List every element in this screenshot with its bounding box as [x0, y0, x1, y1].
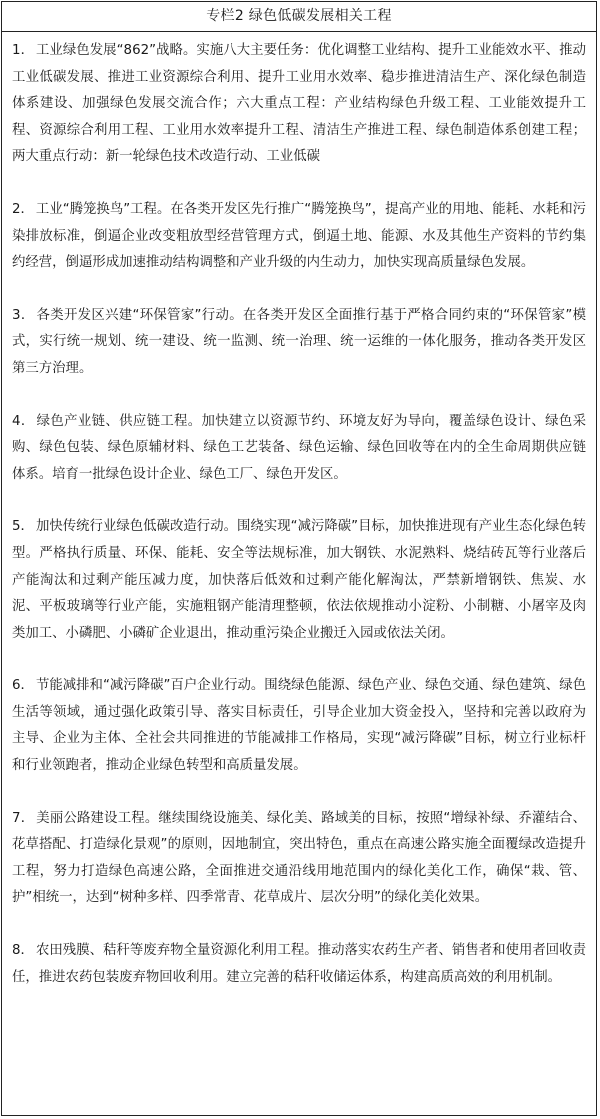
list-item-1 [12, 38, 586, 171]
item-text: 加快传统行业绿色低碳改造行动。围绕实现“减污降碳”目标，加快推进现有产业生态化绿色转型。严格执行质量、环保、能耗、安全等法规标准，加大钢铁、水泥熟料、烧结砖瓦等行业落后产能淘汰和过剩产能压减力度，加快落后低效和过剩产能化解淘汰，严禁新增钢铁、焦炭、水泥、平板玻璃等行业产能，实施粗钢产能清理整顿，依法依规推动小淀粉、小制糖、小屠宰及肉类加工、小磷肥、小磷矿企业退出，推动重污染企业搬迁入园或依法关闭。 [12, 519, 586, 641]
item-number: 1． [12, 43, 34, 58]
item-number: 4． [12, 413, 35, 429]
list-item-4 [12, 409, 586, 489]
item-text: 工业“腾笼换鸟”工程。在各类开发区先行推广“腾笼换鸟”，提高产业的用地、能耗、水耗和污染排放标准，倒逼企业改变粗放型经营管理方式，倒逼土地、能源、水及其他生产资料的节约集约经营，倒逼形成加速推动结构调整和产业升级的内生动力，加快实现高质量绿色发展。 [12, 201, 586, 271]
item-number: 3． [12, 307, 35, 323]
item-number: 7． [12, 810, 35, 826]
item-number: 5． [12, 519, 34, 535]
item-text: 农田残膜、秸秆等废弃物全量资源化利用工程。推动落实农药生产者、销售者和使用者回收责任，推进农药包装废弃物回收利用。建立完善的秸秆收储运体系，构建高质高效的利用机制。 [12, 943, 586, 985]
list-item-6 [12, 673, 586, 779]
item-text: 美丽公路建设工程。继续围绕设施美、绿化美、路域美的目标，按照“增绿补绿、乔灌结合、花草搭配、打造绿化景观”的原则，因地制宜，突出特色，重点在高速公路实施全面覆绿改造提升工程，努力打造绿色高速公路，全面推进交通沿线用地范围内的绿化美化工作，确保“栽、管、护”相统一，达到“树种多样、四季常青、花草成片、层次分明”的绿化美化效果。 [12, 810, 586, 906]
item-number: 6． [12, 678, 34, 694]
item-text: 各类开发区兴建“环保管家”行动。在各类开发区全面推行基于严格合同约束的“环保管家”模式，实行统一规划、统一建设、统一监测、统一治理、统一运维的一体化服务，推动各类开发区第三方治理。 [12, 307, 586, 376]
panel-content [2, 32, 596, 991]
item-number: 2． [12, 201, 34, 217]
special-column-box [1, 1, 597, 1116]
item-text: 工业绿色发展“862”战略。实施八大主要任务：优化调整工业结构、提升工业能效水平、推动工业低碳发展、推进工业资源综合利用、提升工业用水效率、稳步推进清洁生产、深化绿色制造体系建设、加强绿色发展交流合作；六大重点工程：产业结构绿色升级工程、工业能效提升工程、资源综合利用工程、工业用水效率提升工程、清洁生产推进工程、绿色制造体系创建工程；两大重点行动：新一轮绿色技术改造行动、工业低碳 [12, 43, 586, 165]
list-item-8 [12, 938, 586, 991]
list-item-2 [12, 197, 586, 277]
list-item-7 [12, 806, 586, 912]
item-text: 绿色产业链、供应链工程。加快建立以资源节约、环境友好为导向，覆盖绿色设计、绿色采购、绿色包装、绿色原辅材料、绿色工艺装备、绿色运输、绿色回收等在内的全生命周期供应链体系。培育一批绿色设计企业、绿色工厂、绿色开发区。 [12, 413, 586, 482]
list-item-5 [12, 514, 586, 647]
panel-title: 专栏2 绿色低碳发展相关工程 [2, 2, 596, 32]
list-item-3 [12, 303, 586, 383]
item-number: 8． [12, 943, 34, 959]
item-text: 节能减排和“减污降碳”百户企业行动。围绕绿色能源、绿色产业、绿色交通、绿色建筑、绿色生活等领域，通过强化政策引导、落实目标责任，引导企业加大资金投入，坚持和完善以政府为主导、企业为主体、全社会共同推进的节能减排工作格局，实现“减污降碳”目标，树立行业标杆和行业领跑者，推动企业绿色转型和高质量发展。 [12, 678, 586, 774]
